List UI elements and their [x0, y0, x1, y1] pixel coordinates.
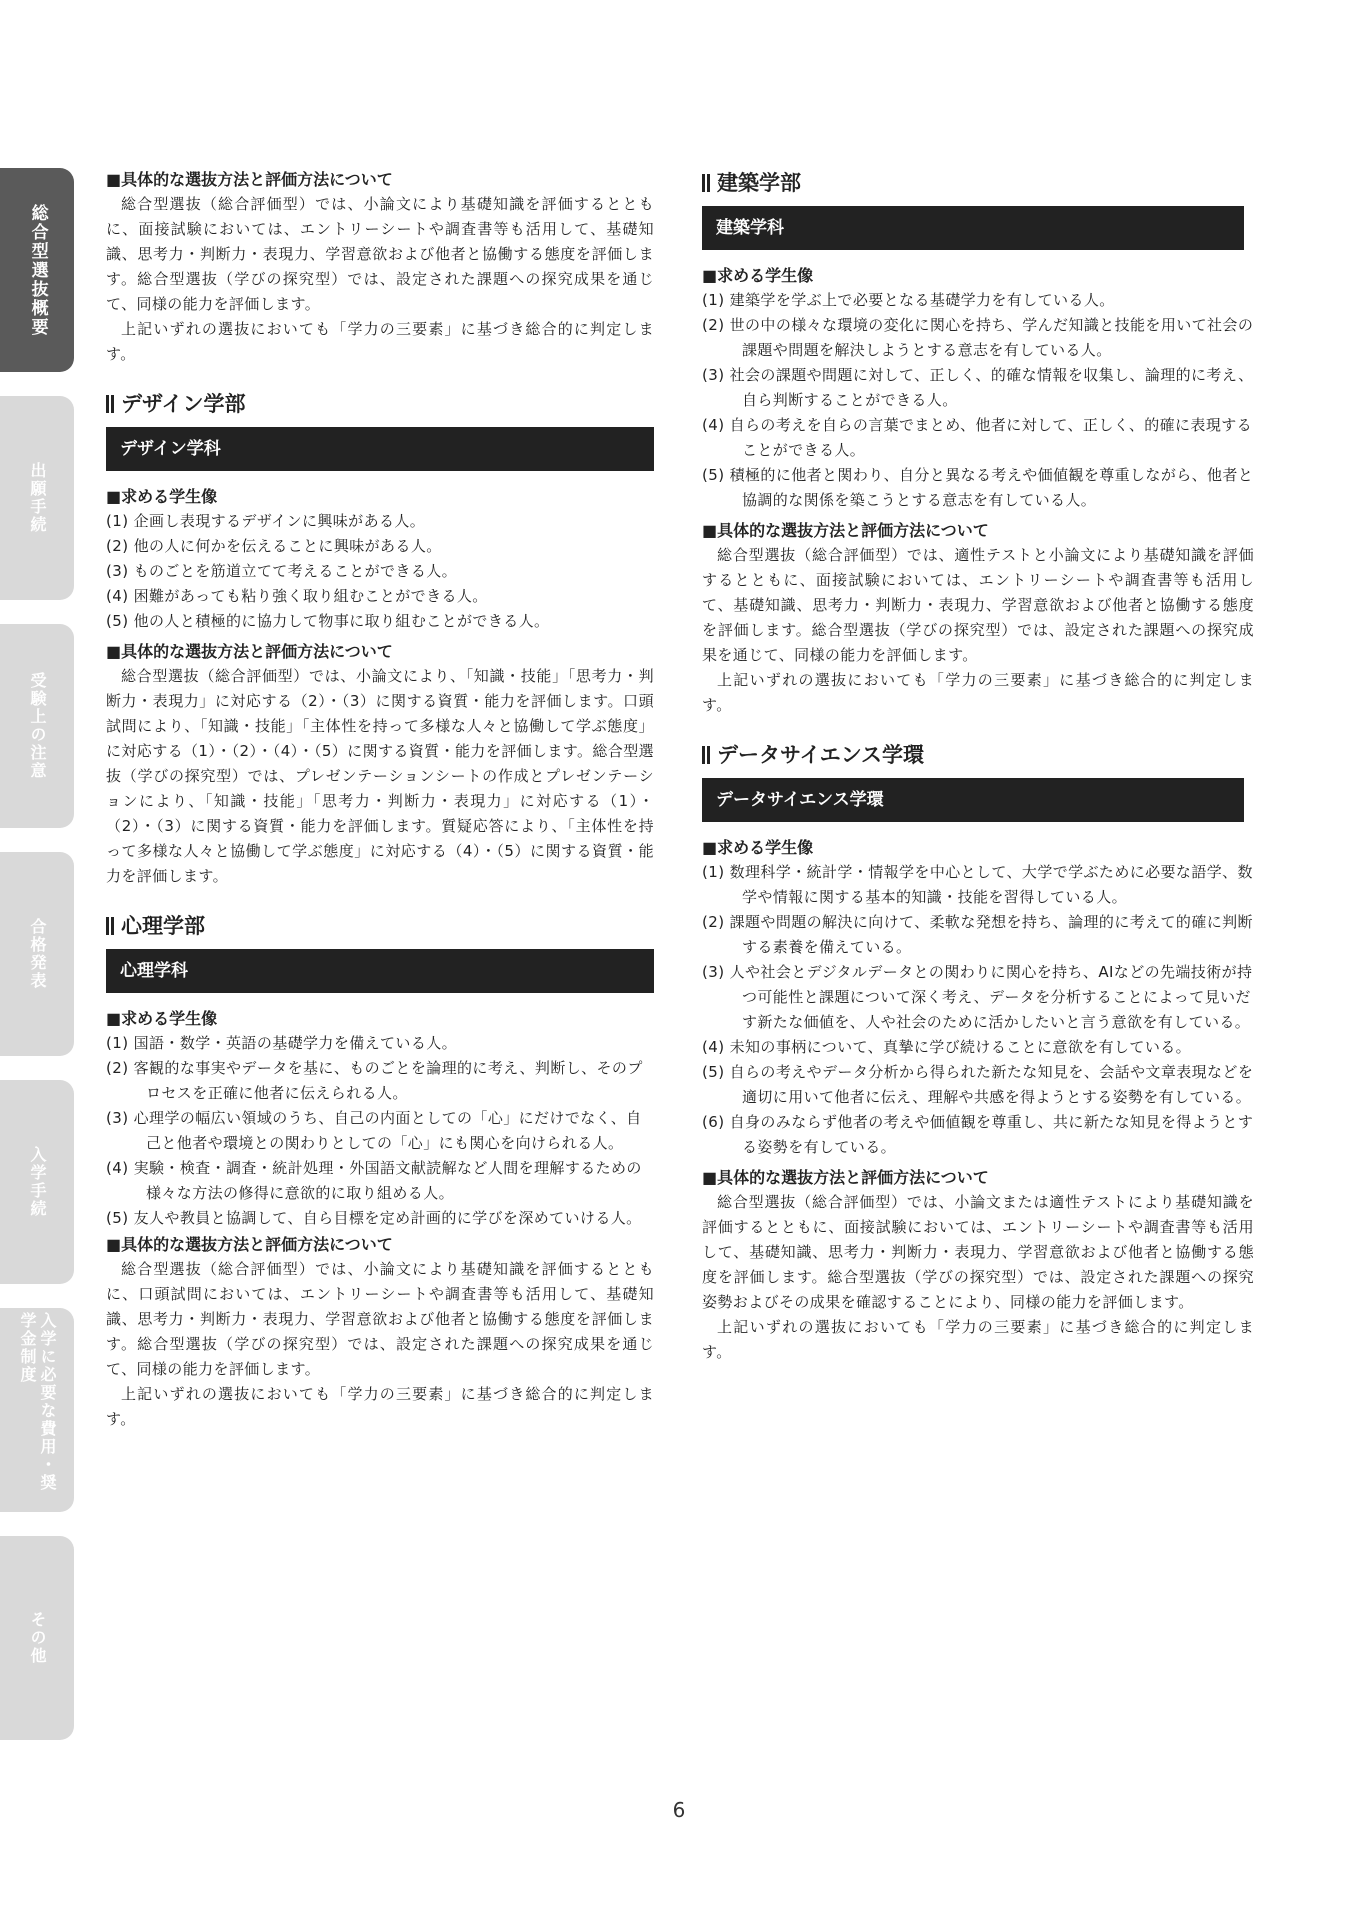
dept-design-bar: デザイン学科 [106, 427, 654, 471]
list-item: (4) 困難があっても粘り強く取り組むことができる人。 [106, 587, 488, 605]
list-item: (4) 実験・検査・調査・統計処理・外国語文献読解など人間を理解するための様々な方法の修得に意欲的に取り組める人。 [106, 1159, 642, 1202]
side-tab-overview[interactable]: 総合型選抜概要 [0, 168, 74, 372]
arch-judgement-text: 上記いずれの選抜においても「学力の三要素」に基づき総合的に判定します。 [702, 671, 1254, 714]
list-item: (3) 心理学の幅広い領域のうち、自己の内面としての「心」にだけでなく、自己と他者や環境との関わりとしての「心」にも関心を向けられる人。 [106, 1109, 642, 1152]
list-item: (1) 企画し表現するデザインに興味がある人。 [106, 512, 426, 530]
section-mark-icon [702, 174, 710, 192]
section-mark-icon [702, 746, 710, 764]
list-item: (2) 世の中の様々な環境の変化に関心を持ち、学んだ知識と技能を用いて社会の課題や問題を解決しようとする意志を有している人。 [702, 316, 1254, 359]
page-number: 6 [672, 1798, 686, 1822]
side-tab-results[interactable]: 合格発表 [0, 852, 74, 1056]
list-item: (4) 未知の事柄について、真摯に学び続けることに意欲を有している。 [702, 1038, 1192, 1056]
intro-judgement-text: 上記いずれの選抜においても「学力の三要素」に基づき総合的に判定します。 [106, 320, 654, 363]
list-item: (2) 課題や問題の解決に向けて、柔軟な発想を持ち、論理的に考えて的確に判断する素養を備えている。 [702, 913, 1253, 956]
list-item: (5) 積極的に他者と関わり、自分と異なる考えや価値観を尊重しながら、他者と協調的な関係を築こうとする意志を有している人。 [702, 466, 1254, 509]
list-item: (5) 友人や教員と協調して、自ら目標を定め計画的に学びを深めていける人。 [106, 1209, 642, 1227]
faculty-design-title: デザイン学部 [106, 389, 654, 419]
ds-method-heading: ■具体的な選抜方法と評価方法について [702, 1168, 989, 1187]
section-mark-icon [106, 395, 114, 413]
faculty-arch-title: 建築学部 [702, 168, 1254, 198]
left-column [106, 168, 654, 1432]
list-item: (1) 国語・数学・英語の基礎学力を備えている人。 [106, 1034, 458, 1052]
psych-ideal-list [106, 1031, 654, 1231]
psych-method-heading: ■具体的な選抜方法と評価方法について [106, 1235, 393, 1254]
psych-method-text: 総合型選抜（総合評価型）では、小論文により基礎知識を評価するとともに、口頭試問においては、エントリーシートや調査書等も活用して、基礎知識、思考力・判断力・表現力、学習意欲および他者と協働する態度を評価します。総合型選抜（学びの探究型）では、設定された課題への探究成果を通じて、同様の能力を評価します。 [106, 1260, 654, 1378]
ds-ideal-list [702, 860, 1254, 1160]
intro-method-text: 総合型選抜（総合評価型）では、小論文により基礎知識を評価するとともに、面接試験においては、エントリーシートや調査書等も活用して、基礎知識、思考力・判断力・表現力、学習意欲および他者と協働する態度を評価します。総合型選抜（学びの探究型）では、設定された課題への探究成果を通じて、同様の能力を評価します。 [106, 195, 654, 313]
arch-ideal-heading: ■求める学生像 [702, 266, 814, 285]
list-item: (5) 他の人と積極的に協力して物事に取り組むことができる人。 [106, 612, 550, 630]
side-tab-enrollment[interactable]: 入学手続 [0, 1080, 74, 1284]
right-column [702, 168, 1254, 1365]
psych-judgement-text: 上記いずれの選抜においても「学力の三要素」に基づき総合的に判定します。 [106, 1385, 654, 1428]
side-tab-fees-scholarship[interactable]: 入学に必要な費用・奨学金制度 [0, 1308, 74, 1512]
faculty-psych-title: 心理学部 [106, 911, 654, 941]
dept-ds-bar: データサイエンス学環 [702, 778, 1244, 822]
dept-arch-bar: 建築学科 [702, 206, 1244, 250]
arch-ideal-list [702, 288, 1254, 513]
list-item: (5) 自らの考えやデータ分析から得られた新たな知見を、会話や文章表現などを適切に用いて他者に伝え、理解や共感を得ようとする姿勢を有している。 [702, 1063, 1254, 1106]
ds-ideal-heading: ■求める学生像 [702, 838, 814, 857]
ds-method-text: 総合型選抜（総合評価型）では、小論文または適性テストにより基礎知識を評価するとともに、面接試験においては、エントリーシートや調査書等も活用して、基礎知識、思考力・判断力・表現力、学習意欲および他者と協働する態度を評価します。総合型選抜（学びの探究型）では、設定された課題への探究姿勢およびその成果を確認することにより、同様の能力を評価します。 [702, 1193, 1254, 1311]
list-item: (1) 数理科学・統計学・情報学を中心として、大学で学ぶために必要な語学、数学や情報に関する基本的知識・技能を習得している人。 [702, 863, 1253, 906]
faculty-ds-title: データサイエンス学環 [702, 740, 1254, 770]
design-method-text: 総合型選抜（総合評価型）では、小論文により、「知識・技能」「思考力・判断力・表現力」に対応する（2）・（3）に関する資質・能力を評価します。口頭試問により、「知識・技能」「主体性を持って多様な人々と協働して学ぶ態度」に対応する（1）・（2）・（4）・（5）に関する資質・能力を評価します。総合型選抜（学びの探究型）では、プレゼンテーションシートの作成とプレゼンテーションにより、「知識・技能」「思考力・判断力・表現力」に対応する（1）・（2）・（3）に関する資質・能力を評価します。質疑応答により、「主体性を持って多様な人々と協働して学ぶ態度」に対応する（4）・（5）に関する資質・能力を評価します。 [106, 667, 654, 885]
arch-method-heading: ■具体的な選抜方法と評価方法について [702, 521, 989, 540]
list-item: (2) 他の人に何かを伝えることに興味がある人。 [106, 537, 442, 555]
list-item: (3) 人や社会とデジタルデータとの関わりに関心を持ち、AIなどの先端技術が持つ可能性と課題について深く考え、データを分析することによって見いだす新たな価値を、人や社会のために活かしたいと言う意欲を有している。 [702, 963, 1253, 1031]
list-item: (3) 社会の課題や問題に対して、正しく、的確な情報を収集し、論理的に考え、自ら判断することができる人。 [702, 366, 1254, 409]
arch-method-text: 総合型選抜（総合評価型）では、適性テストと小論文により基礎知識を評価するとともに、面接試験においては、エントリーシートや調査書等も活用して、基礎知識、思考力・判断力・表現力、学習意欲および他者と協働する態度を評価します。総合型選抜（学びの探究型）では、設定された課題への探究成果を通じて、同様の能力を評価します。 [702, 546, 1254, 664]
section-mark-icon [106, 917, 114, 935]
list-item: (6) 自身のみならず他者の考えや価値観を尊重し、共に新たな知見を得ようとする姿勢を有している。 [702, 1113, 1254, 1156]
side-tab-other[interactable]: その他 [0, 1536, 74, 1740]
list-item: (4) 自らの考えを自らの言葉でまとめ、他者に対して、正しく、的確に表現することができる人。 [702, 416, 1253, 459]
design-ideal-list [106, 509, 654, 634]
side-tab-application[interactable]: 出願手続 [0, 396, 74, 600]
dept-psych-bar: 心理学科 [106, 949, 654, 993]
design-method-heading: ■具体的な選抜方法と評価方法について [106, 642, 393, 661]
ds-judgement-text: 上記いずれの選抜においても「学力の三要素」に基づき総合的に判定します。 [702, 1318, 1254, 1361]
intro-method-heading: ■具体的な選抜方法と評価方法について [106, 170, 393, 189]
design-ideal-heading: ■求める学生像 [106, 487, 218, 506]
list-item: (2) 客観的な事実やデータを基に、ものごとを論理的に考え、判断し、そのプロセスを正確に他者に伝えられる人。 [106, 1059, 643, 1102]
list-item: (3) ものごとを筋道立てて考えることができる人。 [106, 562, 458, 580]
list-item: (1) 建築学を学ぶ上で必要となる基礎学力を有している人。 [702, 291, 1115, 309]
side-tab-exam-notes[interactable]: 受験上の注意 [0, 624, 74, 828]
psych-ideal-heading: ■求める学生像 [106, 1009, 218, 1028]
